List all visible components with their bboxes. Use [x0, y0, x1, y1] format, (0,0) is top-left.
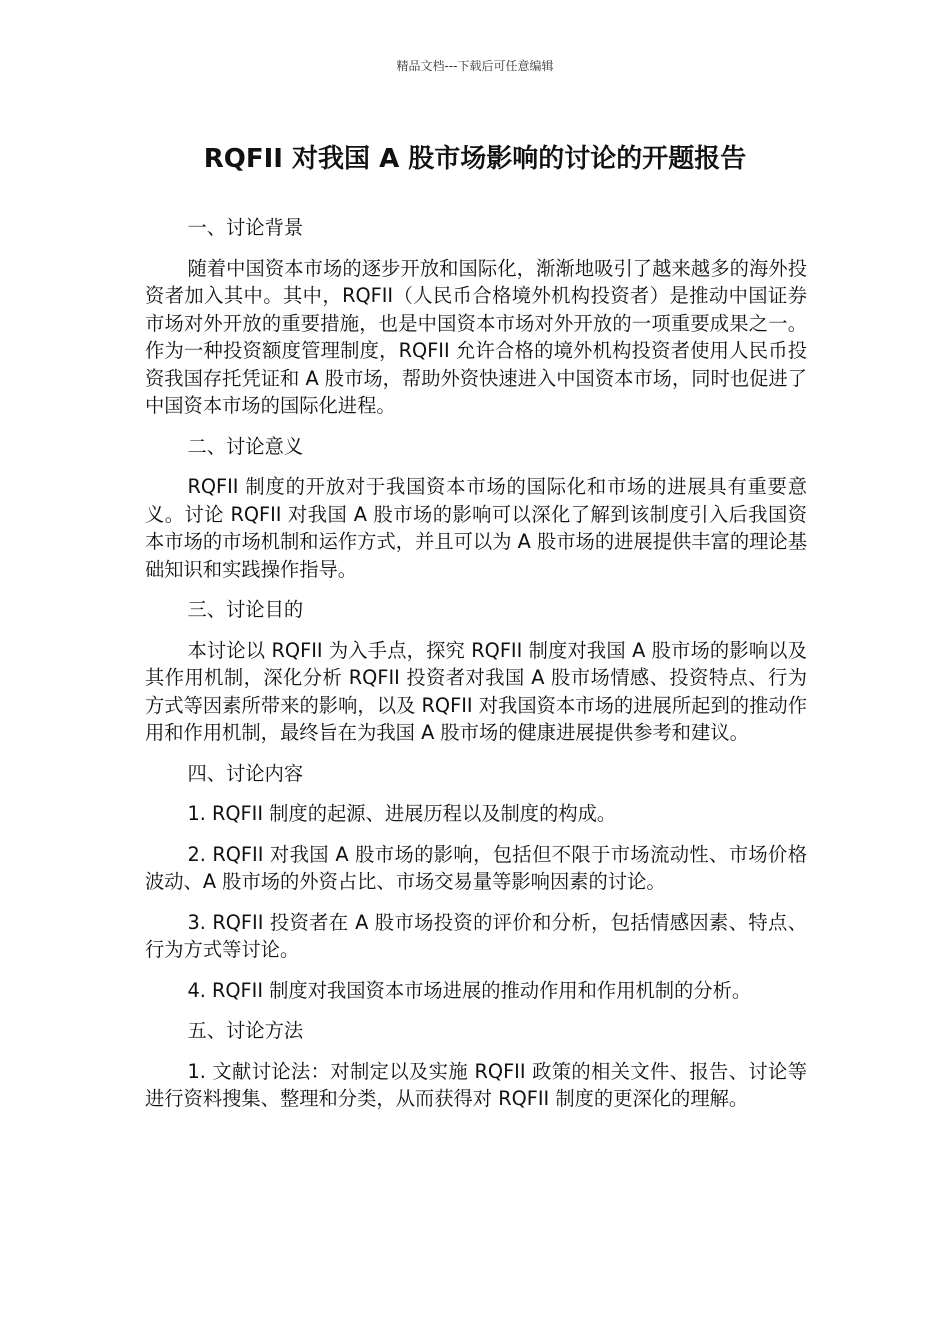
list-item: 1. RQFII 制度的起源、进展历程以及制度的构成。: [187, 802, 617, 825]
list-item: 2. RQFII 对我国 A 股市场的影响，包括但不限于市场流动性、市场价格波动、A 股市场的外资占比、市场交易量等影响因素的讨论。: [145, 842, 807, 893]
list-item: 1. 文献讨论法：对制定以及实施 RQFII 政策的相关文件、报告、讨论等进行资料搜集、整理和分类，从而获得对 RQFII 制度的更深化的理解。: [145, 1059, 807, 1110]
section-heading: 一、讨论背景: [187, 216, 304, 239]
paragraph: 随着中国资本市场的逐步开放和国际化，渐渐地吸引了越来越多的海外投资者加入其中。其中，RQFII（人民币合格境外机构投资者）是推动中国证券市场对外开放的重要措施，也是中国资本市场对外开放的一项重要成果之一。作为一种投资额度管理制度，RQFII 允许合格的境外机构投资者使用人民币投资我国存托凭证和 A 股市场，帮助外资快速进入中国资本市场，同时也促进了中国资本市场的国际化进程。: [145, 256, 807, 417]
section-heading: 四、讨论内容: [187, 761, 304, 785]
section-heading: 二、讨论意义: [187, 434, 304, 458]
paragraph: RQFII 制度的开放对于我国资本市场的国际化和市场的进展具有重要意义。讨论 RQFII 对我国 A 股市场的影响可以深化了解到该制度引入后我国资本市场的市场机制和运作方式，并且可以为 A 股市场的进展提供丰富的理论基础知识和实践操作指导。: [145, 475, 807, 581]
section-heading: 五、讨论方法: [187, 1019, 304, 1042]
document-body: [145, 214, 807, 1126]
list-item: 3. RQFII 投资者在 A 股市场投资的评价和分析，包括情感因素、特点、行为方式等讨论。: [145, 910, 807, 961]
section-heading: 三、讨论目的: [187, 598, 304, 621]
header-note: 精品文档---下载后可任意编辑: [396, 59, 554, 73]
document-title: RQFII 对我国 A 股市场影响的讨论的开题报告: [203, 144, 747, 174]
paragraph: 本讨论以 RQFII 为入手点，探究 RQFII 制度对我国 A 股市场的影响以及其作用机制，深化分析 RQFII 投资者对我国 A 股市场情感、投资特点、行为方式等因素所带来的影响，以及 RQFII 对我国资本市场的进展所起到的推动作用和作用机制，最终旨在为我国 A 股市场的健康进展提供参考和建议。: [145, 638, 807, 744]
list-item: 4. RQFII 制度对我国资本市场进展的推动作用和作用机制的分析。: [187, 978, 752, 1002]
